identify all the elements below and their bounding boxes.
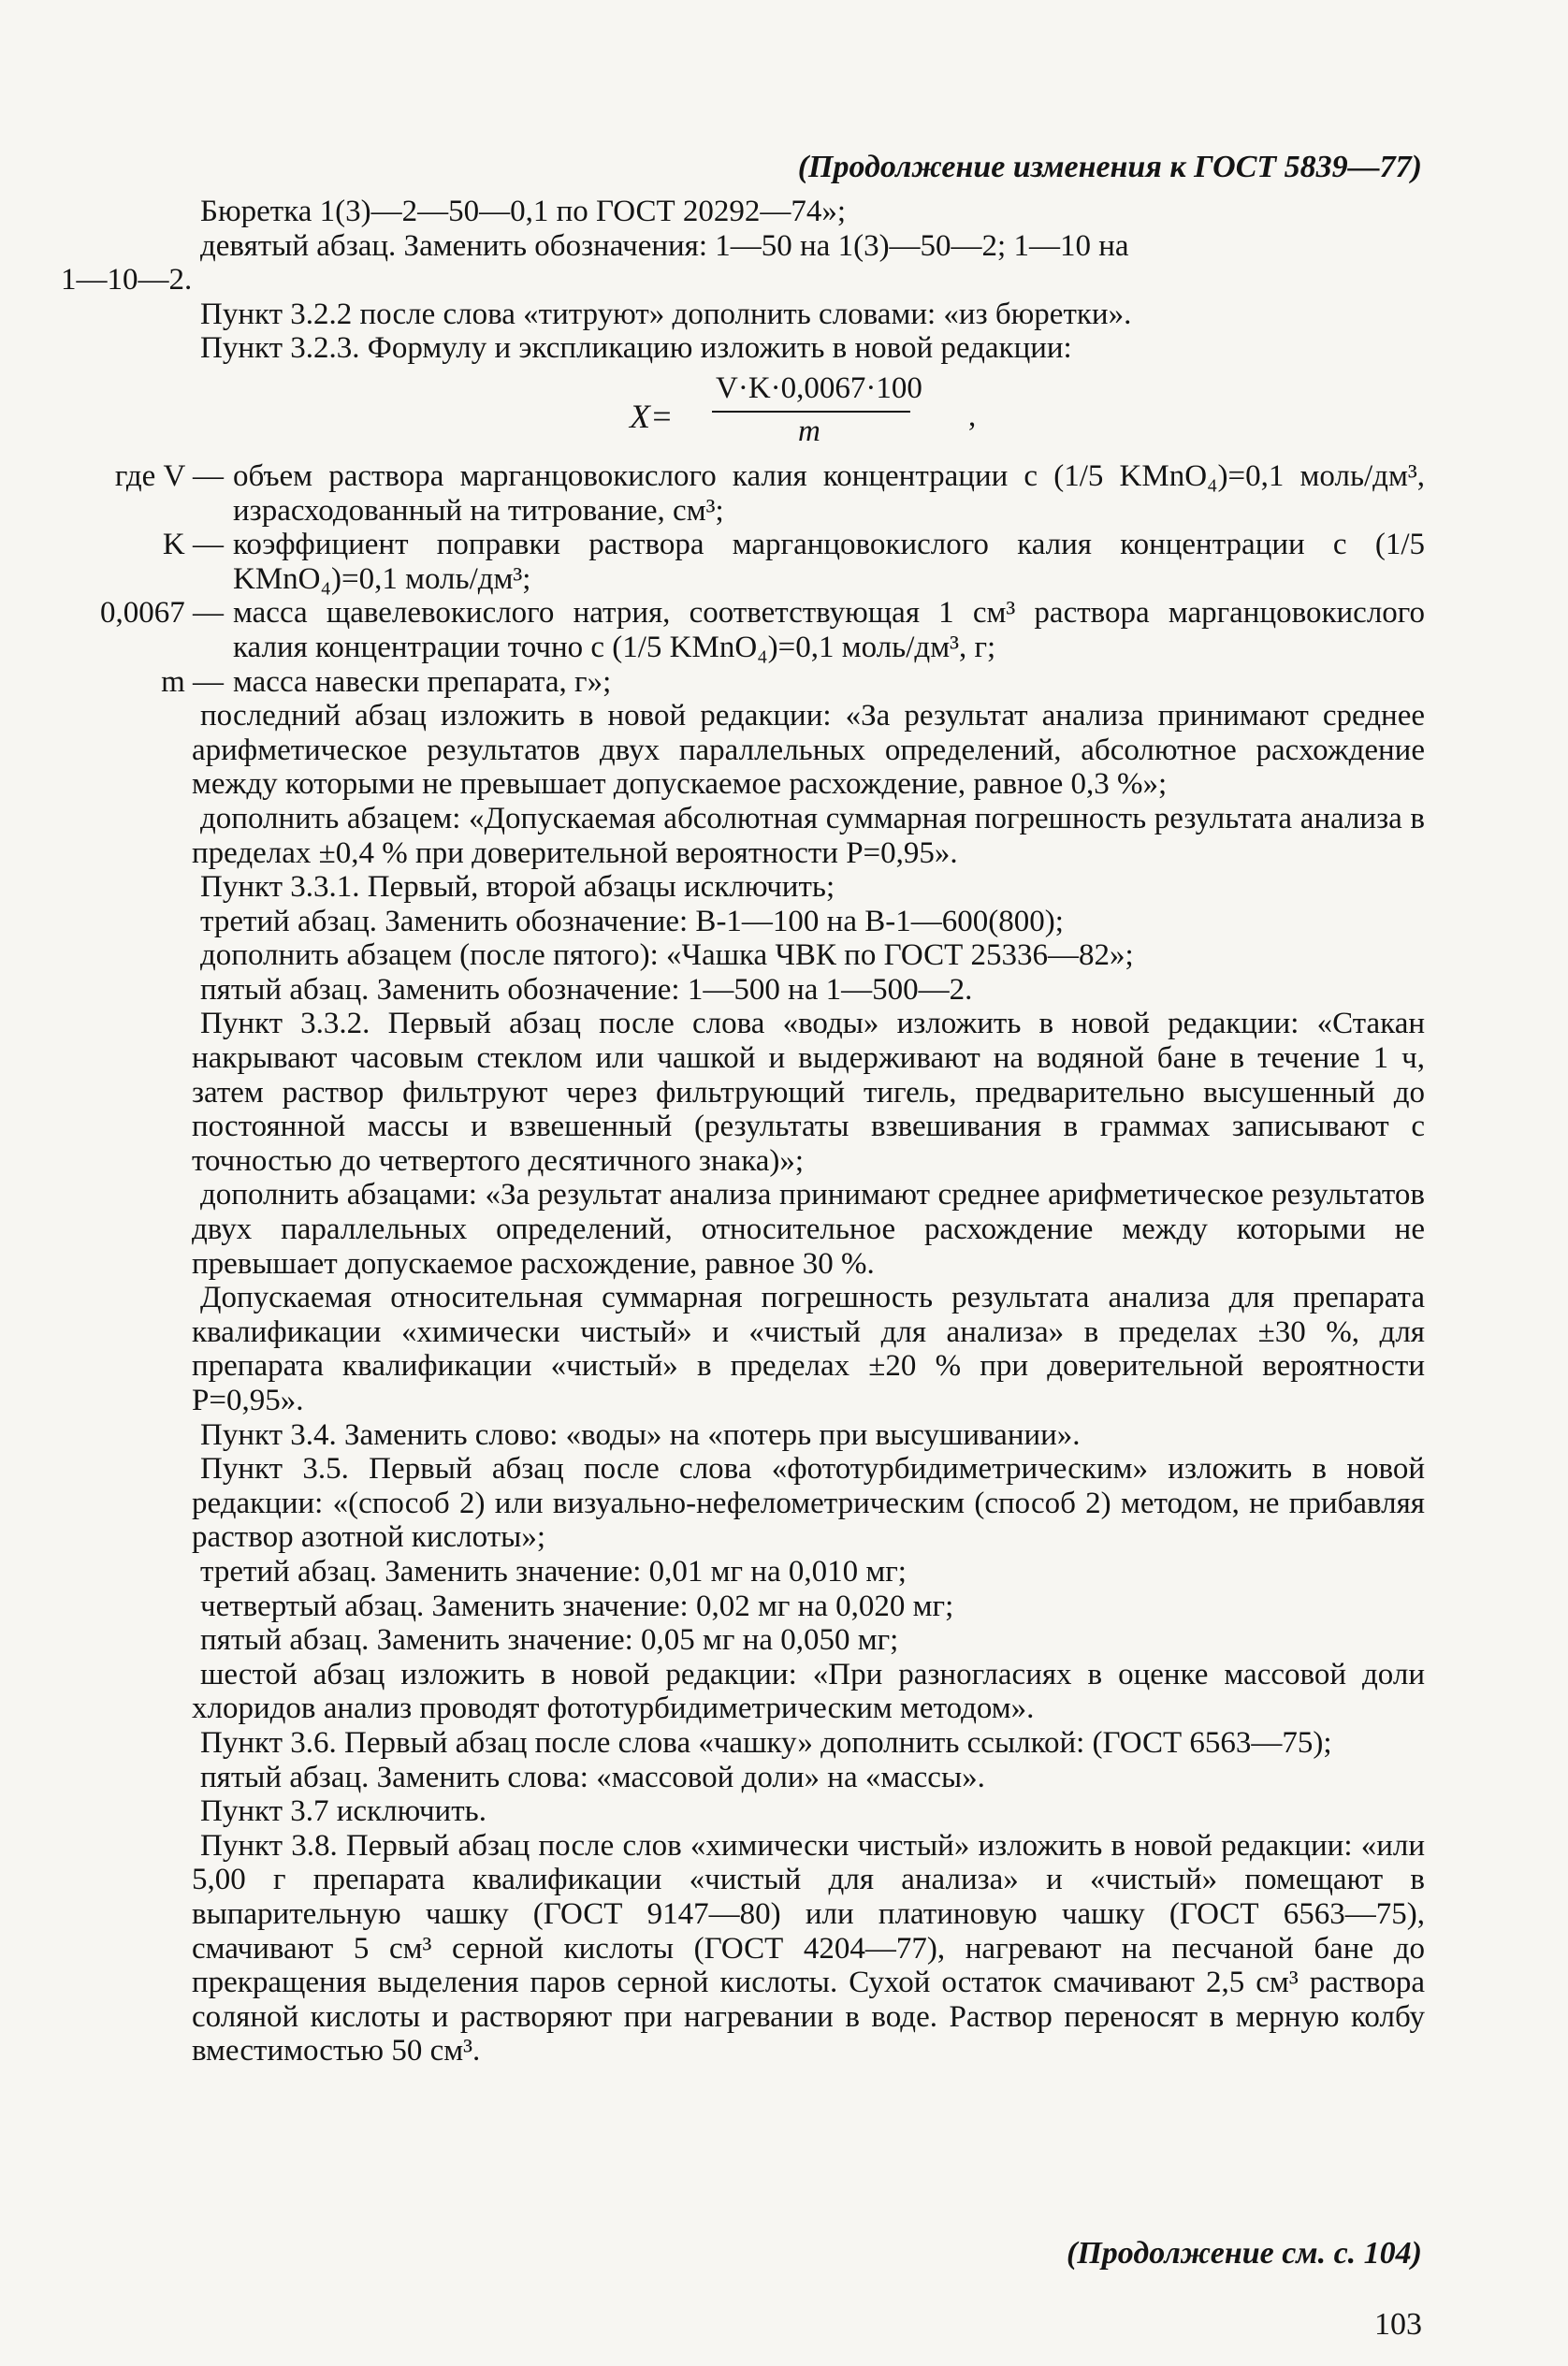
formula-denominator: m bbox=[798, 414, 820, 448]
text-line: Пункт 3.2.3. Формулу и экспликацию изложить в новой редакции: bbox=[200, 331, 1072, 366]
page-number: 103 bbox=[1374, 2307, 1422, 2342]
explication-row bbox=[61, 596, 1425, 664]
paragraph: дополнить абзацем (после пятого): «Чашка ЧВК по ГОСТ 25336—82»; bbox=[200, 938, 1134, 973]
paragraph: пятый абзац. Заменить обозначение: 1—500 на 1—500—2. bbox=[200, 972, 973, 1007]
paragraph: дополнить абзацами: «За результат анализа принимают среднее арифметическое результатов двух параллельных определений, относительное расхождение между которыми не превышает допускаемое расхождение, равное 30 %. bbox=[192, 1178, 1425, 1281]
paragraph: Допускаемая относительная суммарная погрешность результата анализа для препарата квалификации «химически чистый» и «чистый для анализа» в пределах ±30 %, для препарата квалификации «чистый» в пределах ±20 % при доверительной вероятности P=0,95». bbox=[192, 1281, 1425, 1417]
paragraph: Пункт 3.3.2. Первый абзац после слова «воды» изложить в новой редакции: «Стакан накрывают часовым стеклом или чашкой и выдерживают на водяной бане в течение 1 ч, затем раствор фильтруют через фильтрующий тигель, предварительно высушенный до постоянной массы и взвешенный (результаты взвешивания в граммах записывают с точностью до четвертого десятичного знака)»; bbox=[192, 1007, 1425, 1178]
paragraph: дополнить абзацем: «Допускаемая абсолютная суммарная погрешность результата анализа в пределах ±0,4 % при доверительной вероятности P=0,95». bbox=[192, 801, 1425, 870]
continuation-note: (Продолжение см. с. 104) bbox=[1067, 2236, 1422, 2271]
paragraph: последний абзац изложить в новой редакции: «За результат анализа принимают среднее арифметическое результатов двух параллельных определений, абсолютное расхождение между которыми не превышает допускаемое расхождение, равное 0,3 %»; bbox=[192, 699, 1425, 802]
text-line: 1—10—2. bbox=[61, 263, 193, 298]
paragraph: третий абзац. Заменить значение: 0,01 мг на 0,010 мг; bbox=[200, 1554, 907, 1589]
paragraph: четвертый абзац. Заменить значение: 0,02 мг на 0,020 мг; bbox=[200, 1589, 954, 1623]
explication-symbol: m — bbox=[161, 664, 224, 699]
explication-text: масса навески препарата, г»; bbox=[233, 664, 612, 699]
paragraph: Пункт 3.4. Заменить слово: «воды» на «потерь при высушивании». bbox=[200, 1417, 1081, 1452]
text-line: девятый абзац. Заменить обозначения: 1—50 на 1(3)—50—2; 1—10 на bbox=[200, 228, 1129, 263]
explication-row bbox=[61, 459, 1425, 528]
formula-lhs: X= bbox=[630, 397, 674, 435]
formula-numerator: V·K·0,0067·100 bbox=[716, 370, 922, 405]
explication-row bbox=[61, 665, 1425, 700]
fraction-bar bbox=[712, 411, 910, 413]
paragraph: Пункт 3.6. Первый абзац после слова «чашку» дополнить ссылкой: (ГОСТ 6563—75); bbox=[200, 1725, 1332, 1760]
paragraph: Пункт 3.7 исключить. bbox=[200, 1794, 486, 1829]
paragraph: третий абзац. Заменить обозначение: В-1—100 на В-1—600(800); bbox=[200, 904, 1064, 938]
explication-symbol: K — bbox=[162, 528, 224, 562]
text-line: Бюретка 1(3)—2—50—0,1 по ГОСТ 20292—74»; bbox=[200, 195, 847, 228]
formula bbox=[192, 371, 1425, 456]
explication-symbol: 0,0067 — bbox=[100, 596, 224, 631]
paragraph: шестой абзац изложить в новой редакции: «При разногласиях в оценке массовой доли хлоридов анализ проводят фототурбидиметрическим методом». bbox=[192, 1657, 1425, 1726]
text-line: Пункт 3.2.2 после слова «титруют» дополнить словами: «из бюретки». bbox=[200, 297, 1132, 331]
paragraph: Пункт 3.5. Первый абзац после слова «фототурбидиметрическим» изложить в новой редакции: «(способ 2) или визуально-нефелометрическим (способ 2) методом, не прибавляя раствор азотной кислоты»; bbox=[192, 1452, 1425, 1555]
explication-text: коэффициент поправки раствора марганцовокислого калия концентрации c (1/5 KMnO₄)=0,1 моль/дм³; bbox=[233, 528, 1425, 596]
explication-text: объем раствора марганцовокислого калия концентрации c (1/5 KMnO₄)=0,1 моль/дм³, израсходованный на титрование, см³; bbox=[233, 458, 1425, 528]
paragraph: пятый абзац. Заменить значение: 0,05 мг на 0,050 мг; bbox=[200, 1623, 899, 1658]
explication-symbol: где V — bbox=[114, 458, 224, 493]
document-body bbox=[61, 195, 1425, 2068]
paragraph: пятый абзац. Заменить слова: «массовой доли» на «массы». bbox=[200, 1760, 985, 1794]
running-header: (Продолжение изменения к ГОСТ 5839—77) bbox=[797, 150, 1422, 184]
formula-trail: , bbox=[968, 399, 977, 433]
paragraph: Пункт 3.3.1. Первый, второй абзацы исключить; bbox=[200, 870, 835, 905]
paragraph: Пункт 3.8. Первый абзац после слов «химически чистый» изложить в новой редакции: «или 5,00 г препарата квалификации «чистый для анализа» и «чистый» помещают в выпарительную чашку (ГОСТ 9147—80) или платиновую чашку (ГОСТ 6563—75), смачивают 5 см³ серной кислоты (ГОСТ 4204—77), нагревают на песчаной бане до прекращения выделения паров серной кислоты. Сухой остаток смачивают 2,5 см³ раствора соляной кислоты и растворяют при нагревании в воде. Раствор переносят в мерную колбу вместимостью 50 см³. bbox=[192, 1828, 1425, 2068]
explication-text: масса щавелевокислого натрия, соответствующая 1 см³ раствора марганцовокислого калия концентрации точно c (1/5 KMnO₄)=0,1 моль/дм³, г; bbox=[233, 596, 1425, 664]
explication-row bbox=[61, 528, 1425, 596]
